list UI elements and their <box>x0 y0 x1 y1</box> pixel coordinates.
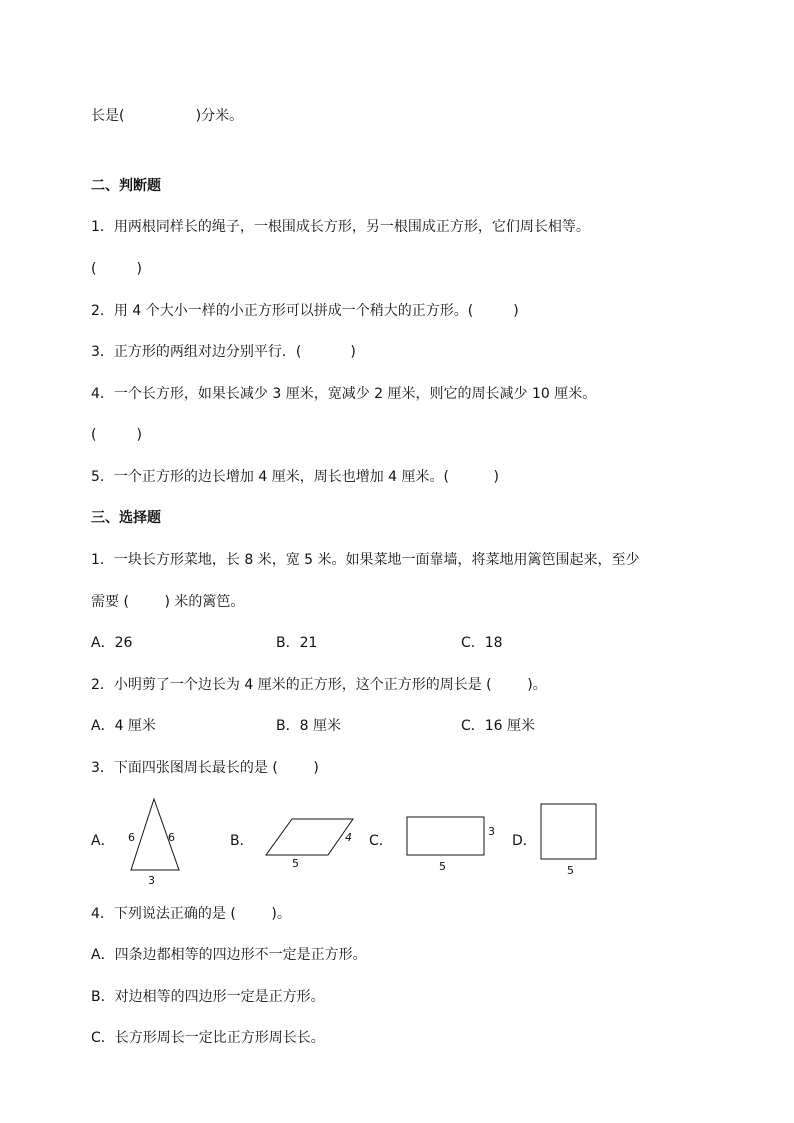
triangle-figure <box>120 795 190 890</box>
choice-q3-option-b-label[interactable]: B． <box>230 833 254 849</box>
choice-q3-option-c-label[interactable]: C． <box>369 833 393 849</box>
choice-q1-option-b[interactable]: B．21 <box>276 635 318 651</box>
square-base-label: 5 <box>567 864 574 877</box>
choice-q1-option-a[interactable]: A．26 <box>91 635 133 651</box>
choice-q3-option-a-label[interactable]: A． <box>91 833 115 849</box>
judgement-q2: 2．用 4 个大小一样的小正方形可以拼成一个稍大的正方形。( ) <box>91 303 519 319</box>
judgement-q4-answer-blank: ( ) <box>91 427 142 443</box>
rectangle-figure <box>403 813 503 875</box>
choice-q2-option-b[interactable]: B．8 厘米 <box>276 718 341 734</box>
square-figure <box>537 800 607 880</box>
rectangle-side-label: 3 <box>488 825 495 838</box>
choice-q2: 2．小明剪了一个边长为 4 厘米的正方形，这个正方形的周长是 ( )。 <box>91 677 547 693</box>
choice-q1-option-c[interactable]: C．18 <box>461 635 503 651</box>
judgement-q1: 1．用两根同样长的绳子，一根围成长方形，另一根围成正方形，它们周长相等。 <box>91 219 590 235</box>
choice-q4-option-b[interactable]: B．对边相等的四边形一定是正方形。 <box>91 989 325 1005</box>
parallelogram-base-label: 5 <box>292 857 299 870</box>
judgement-q4: 4．一个长方形，如果长减少 3 厘米，宽减少 2 厘米，则它的周长减少 10 厘米。 <box>91 386 597 402</box>
parallelogram-figure <box>262 815 362 875</box>
judgement-q3: 3．正方形的两组对边分别平行．( ) <box>91 344 356 360</box>
section-title-judgement: 二、判断题 <box>91 178 161 194</box>
choice-q1-continued: 需要 ( ) 米的篱笆。 <box>91 594 245 610</box>
triangle-right-side-label: 6 <box>168 831 175 844</box>
choice-q2-option-c[interactable]: C．16 厘米 <box>461 718 536 734</box>
choice-q4: 4．下列说法正确的是 ( )。 <box>91 906 291 922</box>
choice-q4-option-c[interactable]: C．长方形周长一定比正方形周长长。 <box>91 1030 325 1046</box>
parallelogram-side-label: 4 <box>345 831 352 844</box>
choice-q3-option-d-label[interactable]: D． <box>512 833 537 849</box>
rectangle-base-label: 5 <box>439 860 446 873</box>
triangle-left-side-label: 6 <box>128 831 135 844</box>
judgement-q5: 5．一个正方形的边长增加 4 厘米，周长也增加 4 厘米。( ) <box>91 469 499 485</box>
section-title-choice: 三、选择题 <box>91 510 161 526</box>
judgement-q1-answer-blank: ( ) <box>91 261 142 277</box>
choice-q1: 1．一块长方形菜地，长 8 米，宽 5 米。如果菜地一面靠墙，将菜地用篱笆围起来，至少 <box>91 552 640 568</box>
choice-q3: 3．下面四张图周长最长的是 ( ) <box>91 760 319 776</box>
continued-question-text: 长是( )分米。 <box>91 108 244 124</box>
choice-q4-option-a[interactable]: A．四条边都相等的四边形不一定是正方形。 <box>91 947 367 963</box>
choice-q2-option-a[interactable]: A．4 厘米 <box>91 718 156 734</box>
triangle-base-label: 3 <box>148 874 155 887</box>
